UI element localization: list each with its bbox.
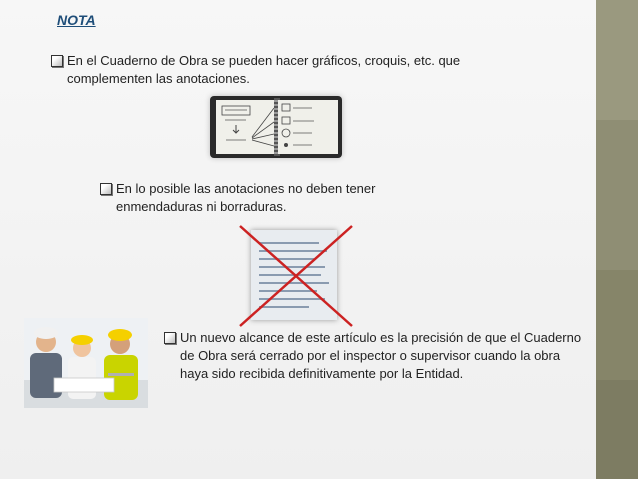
notebook-page-right bbox=[278, 100, 338, 154]
sidebar-block bbox=[596, 270, 638, 380]
checkbox-bullet-icon bbox=[100, 183, 112, 195]
bullet-item bbox=[164, 329, 584, 383]
red-cross-mark bbox=[236, 222, 356, 330]
construction-workers-image bbox=[24, 318, 148, 408]
bullet-item bbox=[51, 52, 521, 88]
notebook-page-left bbox=[216, 100, 276, 154]
handwriting-sketch bbox=[278, 100, 338, 154]
sidebar-block bbox=[596, 380, 638, 479]
slide-title: NOTA bbox=[57, 12, 96, 28]
bullet-item bbox=[100, 180, 420, 216]
bullet-text: En lo posible las anotaciones no deben tener enmendaduras ni borraduras. bbox=[116, 181, 376, 214]
checkbox-bullet-icon bbox=[164, 332, 176, 344]
decorative-sidebar bbox=[596, 0, 638, 479]
checkbox-bullet-icon bbox=[51, 55, 63, 67]
handwriting-sketch bbox=[216, 100, 276, 154]
bullet-text: Un nuevo alcance de este artículo es la precisión de que el Cuaderno de Obra será cerrado por el inspector o supervisor cuando la obra haya sido recibida definitivamente por la Entidad. bbox=[180, 330, 582, 381]
notebook-sketch-image bbox=[210, 96, 342, 158]
sidebar-block bbox=[596, 0, 638, 120]
bullet-text: En el Cuaderno de Obra se pueden hacer gráficos, croquis, etc. que complementen las anotaciones. bbox=[67, 53, 461, 86]
